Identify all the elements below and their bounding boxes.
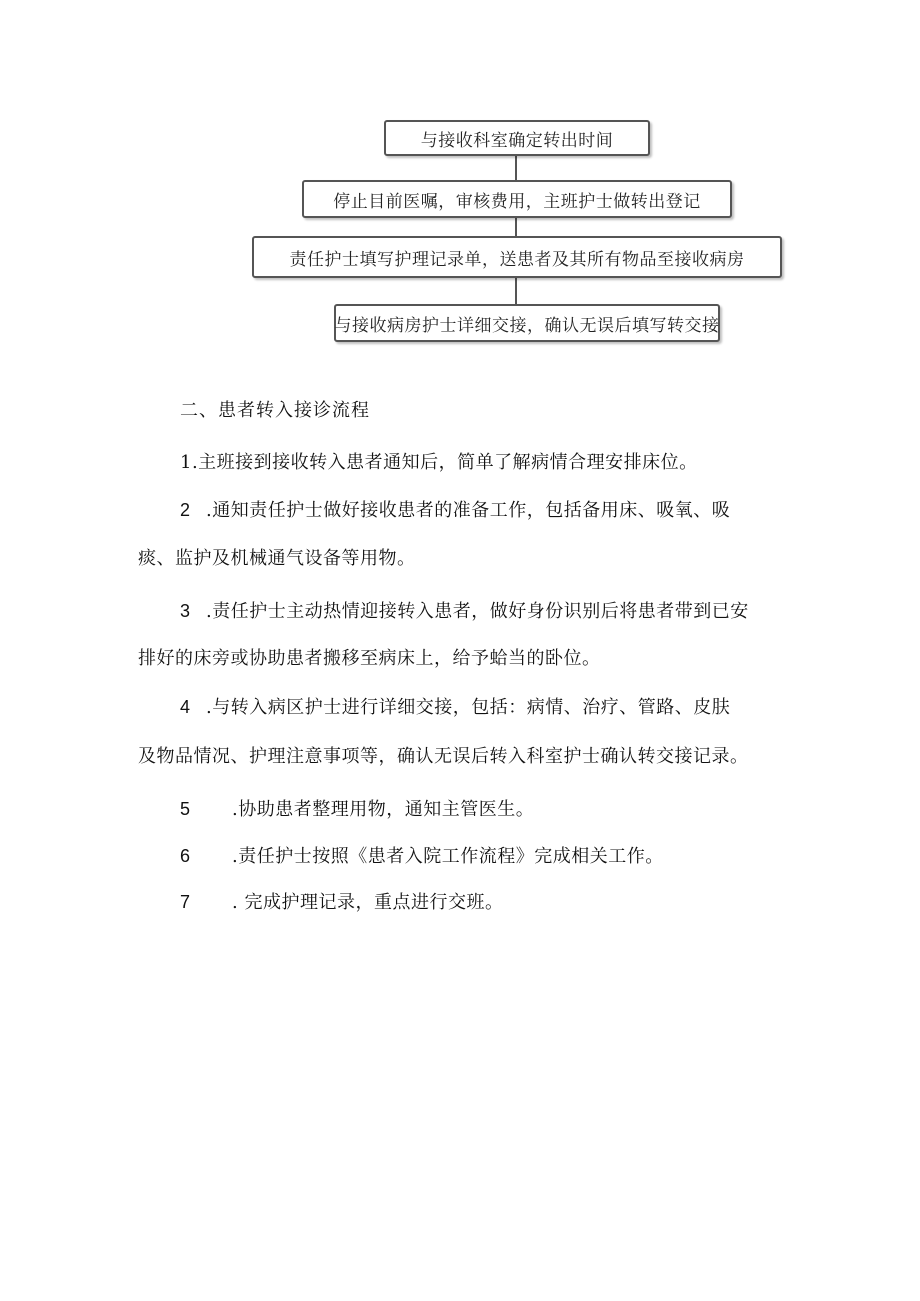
list-item	[180, 842, 664, 868]
item-text: .责任护士主动热情迎接转入患者，做好身份识别后将患者带到已安	[206, 601, 749, 622]
item-text: 排好的床旁或协助患者搬移至病床上，给予蛤当的卧位。	[138, 648, 601, 669]
item-text: .责任护士按照《患者入院工作流程》完成相关工作。	[232, 846, 664, 867]
list-item	[180, 888, 503, 914]
flow-step-3: 责任护士填写护理记录单，送患者及其所有物品至接收病房	[252, 236, 782, 278]
flowchart	[0, 0, 920, 360]
item-number: 4	[180, 697, 191, 717]
flow-step-1: 与接收科室确定转出时间	[384, 120, 650, 156]
flow-step-2: 停止目前医嘱，审核费用，主班护士做转出登记	[302, 180, 732, 218]
item-number: 5	[180, 799, 191, 819]
flow-step-4: 与接收病房护士详细交接，确认无误后填写转交接	[334, 304, 720, 342]
flow-connector	[515, 216, 517, 236]
list-item-continuation	[138, 742, 749, 768]
list-item	[180, 496, 730, 522]
item-text: . 完成护理记录，重点进行交班。	[232, 892, 504, 913]
item-text: .通知责任护士做好接收患者的准备工作，包括备用床、吸氧、吸	[206, 500, 731, 521]
flow-connector	[515, 154, 517, 180]
item-number: 2	[180, 500, 191, 520]
item-text: .协助患者整理用物，通知主管医生。	[232, 799, 535, 820]
list-item	[180, 448, 698, 474]
item-number: 7	[180, 892, 191, 912]
item-text: 1.主班接到接收转入患者通知后，简单了解病情合理安排床位。	[180, 452, 698, 473]
list-item	[180, 597, 749, 623]
list-item-continuation	[138, 544, 416, 570]
item-text: .与转入病区护士进行详细交接，包括：病情、治疗、管路、皮肤	[206, 697, 731, 718]
list-item-continuation	[138, 644, 601, 670]
item-text: 及物品情况、护理注意事项等，确认无误后转入科室护士确认转交接记录。	[138, 746, 749, 767]
flow-connector	[515, 276, 517, 304]
list-item	[180, 693, 730, 719]
list-item	[180, 795, 534, 821]
item-number: 3	[180, 601, 191, 621]
section-heading: 二、患者转入接诊流程	[180, 400, 370, 421]
item-number: 6	[180, 846, 191, 866]
item-text: 痰、监护及机械通气设备等用物。	[138, 548, 416, 569]
